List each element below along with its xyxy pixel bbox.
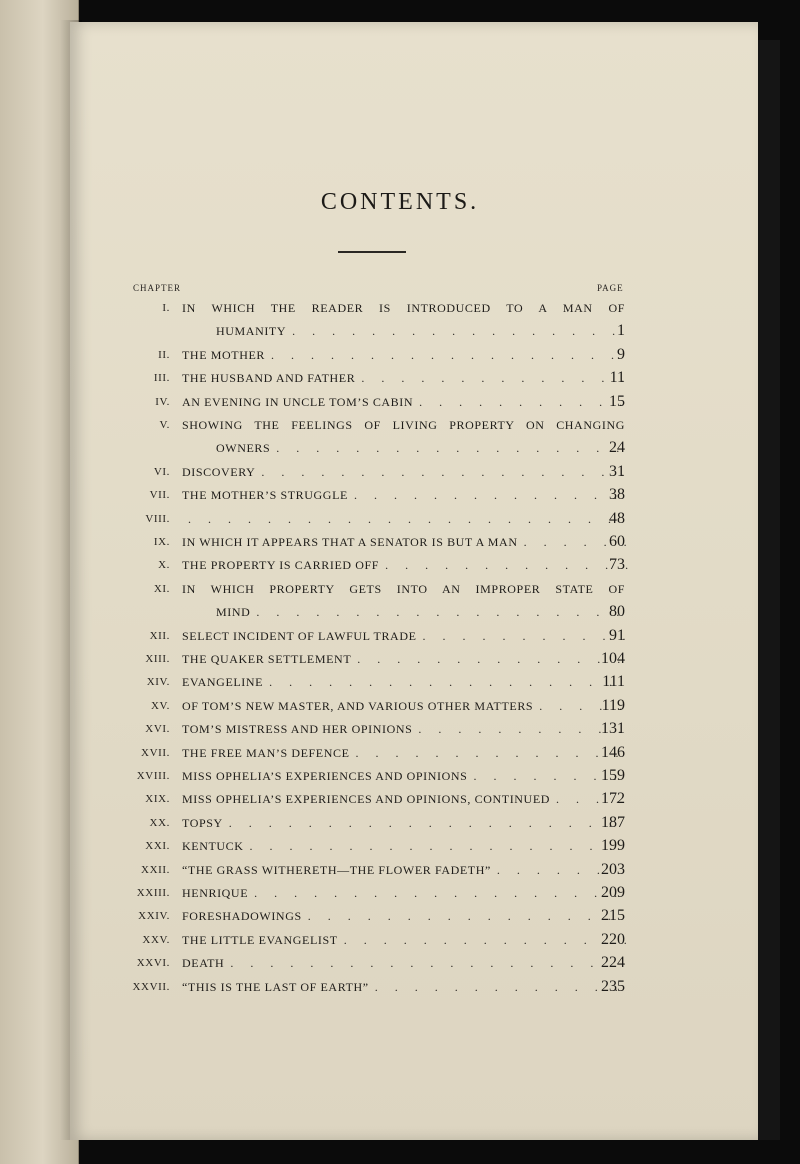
chapter-number: XX.: [149, 816, 170, 829]
chapter-title: [182, 766, 628, 786]
chapter-number: XXI.: [145, 840, 170, 853]
chapter-number: XVIII.: [136, 770, 170, 782]
page-number: 111: [602, 673, 625, 691]
chapter-number: XXIV.: [138, 910, 170, 923]
toc-line: [0, 626, 800, 646]
chapter-title: [182, 977, 628, 997]
toc-line: [0, 766, 800, 786]
page-number: 11: [609, 369, 625, 387]
dot-leader: [286, 321, 628, 341]
chapter-title: [182, 719, 628, 739]
chapter-title-text: HENRIQUE: [182, 886, 249, 900]
toc-line: [0, 555, 800, 575]
dot-leader: [351, 649, 628, 669]
chapter-title-text: MIND: [216, 605, 251, 620]
chapter-title-text: THE LITTLE EVANGELIST: [182, 932, 338, 947]
page-number: 172: [601, 790, 625, 808]
chapter-title-text: EVANGELINE: [182, 675, 264, 690]
dot-leader: [255, 462, 628, 482]
toc-line: [0, 860, 800, 880]
toc-line: [0, 789, 800, 809]
page-number: 220: [601, 930, 625, 948]
chapter-title-text: IN WHICH THE READER IS INTRODUCED TO A MAN OF: [182, 301, 625, 315]
chapter-title: [182, 555, 628, 575]
chapter-title-text: THE QUAKER SETTLEMENT: [182, 652, 352, 666]
toc-line: [0, 438, 800, 458]
chapter-number: XVII.: [141, 746, 170, 759]
page-number: 60: [609, 533, 625, 550]
dot-leader: [270, 438, 628, 458]
chapter-title-text: THE HUSBAND AND FATHER: [182, 371, 356, 386]
toc-line: [0, 672, 800, 692]
page-number: 80: [609, 603, 625, 621]
dot-leader: [244, 836, 628, 856]
chapter-title-text: THE PROPERTY IS CARRIED OFF: [182, 558, 380, 573]
chapter-title-text: “THIS IS THE LAST OF EARTH”: [182, 979, 369, 994]
chapter-title-text: DEATH: [182, 956, 225, 971]
chapter-title-text: IN WHICH IT APPEARS THAT A SENATOR IS BUT A MAN: [182, 535, 518, 549]
toc-line: [0, 836, 800, 856]
chapter-title-text: HUMANITY: [216, 324, 287, 339]
toc-line: [0, 509, 800, 529]
chapter-number: XI.: [153, 582, 170, 595]
dot-leader: [263, 672, 628, 692]
chapter-title: [182, 485, 628, 505]
chapter-title: [182, 953, 628, 973]
chapter-number: II.: [158, 348, 170, 361]
chapter-title-text: SELECT INCIDENT OF LAWFUL TRADE: [182, 628, 417, 643]
chapter-title-text: AN EVENING IN UNCLE TOM’S CABIN: [182, 394, 414, 409]
chapter-number: XVI.: [145, 723, 170, 736]
page-title: CONTENTS.: [320, 189, 480, 215]
dot-leader: [248, 883, 628, 903]
page-number: 119: [601, 696, 625, 714]
chapter-title: [182, 392, 628, 412]
page-number: 131: [601, 720, 625, 738]
toc-line: [0, 462, 800, 482]
dot-leader: [223, 813, 628, 833]
chapter-column-header: CHAPTER: [133, 283, 182, 293]
chapter-title-text: FORESHADOWINGS: [182, 909, 302, 924]
toc-line: [0, 485, 800, 505]
dot-leader: [250, 602, 628, 622]
chapter-title: [182, 696, 628, 716]
chapter-title: [182, 579, 625, 599]
chapter-number: VI.: [153, 465, 170, 478]
chapter-number: XXVII.: [132, 980, 170, 993]
toc-line: [0, 415, 800, 435]
chapter-number: V.: [159, 419, 170, 431]
chapter-number: IV.: [155, 395, 170, 408]
chapter-title: [182, 415, 625, 435]
chapter-title: [182, 672, 628, 692]
chapter-title-text: OF TOM’S NEW MASTER, AND VARIOUS OTHER MATTERS: [182, 698, 534, 713]
page-number: 224: [601, 954, 625, 972]
dot-leader: [224, 953, 628, 973]
page-number: 203: [601, 860, 625, 878]
dot-leader: [348, 485, 628, 505]
page-number: 1: [617, 322, 625, 340]
toc-line: [0, 719, 800, 739]
toc-line: [0, 345, 800, 365]
chapter-title: [182, 906, 628, 926]
chapter-title: [182, 345, 628, 365]
chapter-title-text: THE FREE MAN’S DEFENCE: [182, 745, 350, 760]
chapter-title-text: TOM’S MISTRESS AND HER OPINIONS: [182, 722, 413, 737]
toc-line: [0, 602, 800, 622]
toc-line: [0, 532, 800, 552]
chapter-title: [182, 462, 628, 482]
toc-line: [0, 298, 800, 318]
chapter-title: [216, 602, 628, 622]
toc-line: [0, 930, 800, 950]
toc-line: [0, 649, 800, 669]
chapter-title: [182, 836, 628, 856]
page-number: 48: [609, 509, 625, 527]
page-number: 235: [601, 977, 625, 995]
toc-line: [0, 321, 800, 341]
chapter-number: XXVI.: [136, 957, 170, 970]
dot-leader: [355, 368, 628, 388]
page-number: 31: [609, 462, 625, 480]
chapter-title: [182, 368, 628, 388]
chapter-title-text: TOPSY: [182, 815, 223, 830]
chapter-title: [182, 813, 628, 833]
dot-leader: [338, 930, 628, 950]
page-number: 91: [609, 626, 625, 644]
chapter-title-text: MISS OPHELIA’S EXPERIENCES AND OPINIONS, CONTINUED: [182, 792, 551, 807]
page-number: 209: [601, 884, 625, 901]
page-number: 9: [617, 345, 625, 363]
chapter-number: XV.: [150, 699, 170, 712]
toc-line: [0, 953, 800, 973]
chapter-number: XIV.: [146, 676, 170, 689]
toc-line: [0, 977, 800, 997]
page-number: 73: [609, 556, 625, 574]
page-number: 104: [601, 650, 625, 667]
chapter-title: [182, 509, 628, 529]
chapter-title: [182, 649, 628, 669]
chapter-title: [182, 532, 628, 552]
chapter-number: XII.: [149, 629, 170, 642]
toc-line: [0, 696, 800, 716]
page-number: 15: [609, 392, 625, 410]
toc-line: [0, 813, 800, 833]
chapter-title-text: “THE GRASS WITHERETH—THE FLOWER FADETH”: [182, 862, 491, 877]
page-column-header: PAGE: [597, 283, 624, 293]
page-number: 199: [601, 837, 625, 855]
chapter-number: VII.: [149, 489, 170, 502]
toc-line: [0, 392, 800, 412]
chapter-title: [182, 298, 625, 318]
chapter-title: [216, 438, 628, 458]
toc-line: [0, 883, 800, 903]
chapter-number: VIII.: [145, 512, 170, 525]
chapter-number: III.: [153, 372, 170, 385]
chapter-number: X.: [158, 559, 170, 572]
toc-line: [0, 579, 800, 599]
chapter-title-text: KENTUCK: [182, 839, 244, 854]
chapter-title-text: SHOWING THE FEELINGS OF LIVING PROPERTY ON CHANGING: [182, 418, 625, 432]
dot-leader: [302, 906, 628, 926]
toc-line: [0, 906, 800, 926]
toc-line: [0, 743, 800, 763]
chapter-number: XXII.: [141, 863, 170, 876]
page-number: 187: [601, 813, 625, 831]
chapter-number: XXIII.: [136, 887, 170, 899]
chapter-title-text: MISS OPHELIA’S EXPERIENCES AND OPINIONS: [182, 769, 468, 783]
page-number: 38: [609, 486, 625, 504]
chapter-title-text: THE MOTHER’S STRUGGLE: [182, 488, 348, 503]
chapter-title-text: OWNERS: [216, 441, 271, 456]
page-number: 159: [601, 767, 625, 784]
page-number: 24: [609, 439, 625, 457]
chapter-title-text: DISCOVERY: [182, 464, 256, 479]
chapter-title: [216, 321, 628, 341]
dot-leader: [265, 345, 628, 365]
chapter-number: IX.: [153, 536, 170, 548]
chapter-number: XIII.: [145, 653, 170, 665]
chapter-number: XXV.: [142, 933, 170, 946]
chapter-title: [182, 743, 628, 763]
chapter-title: [182, 883, 628, 903]
chapter-title-text: IN WHICH PROPERTY GETS INTO AN IMPROPER STATE OF: [182, 581, 625, 596]
chapter-title: [182, 860, 628, 880]
chapter-title: [182, 930, 628, 950]
page-number: 146: [601, 743, 625, 761]
dot-leader: [350, 743, 628, 763]
chapter-title: [182, 789, 628, 809]
chapter-number: I.: [162, 302, 170, 314]
chapter-title-text: THE MOTHER: [182, 347, 265, 362]
chapter-number: XIX.: [145, 793, 170, 806]
chapter-title: [182, 626, 628, 646]
dot-leader: [182, 509, 628, 529]
page-number: 215: [601, 907, 625, 925]
toc-line: [0, 368, 800, 388]
